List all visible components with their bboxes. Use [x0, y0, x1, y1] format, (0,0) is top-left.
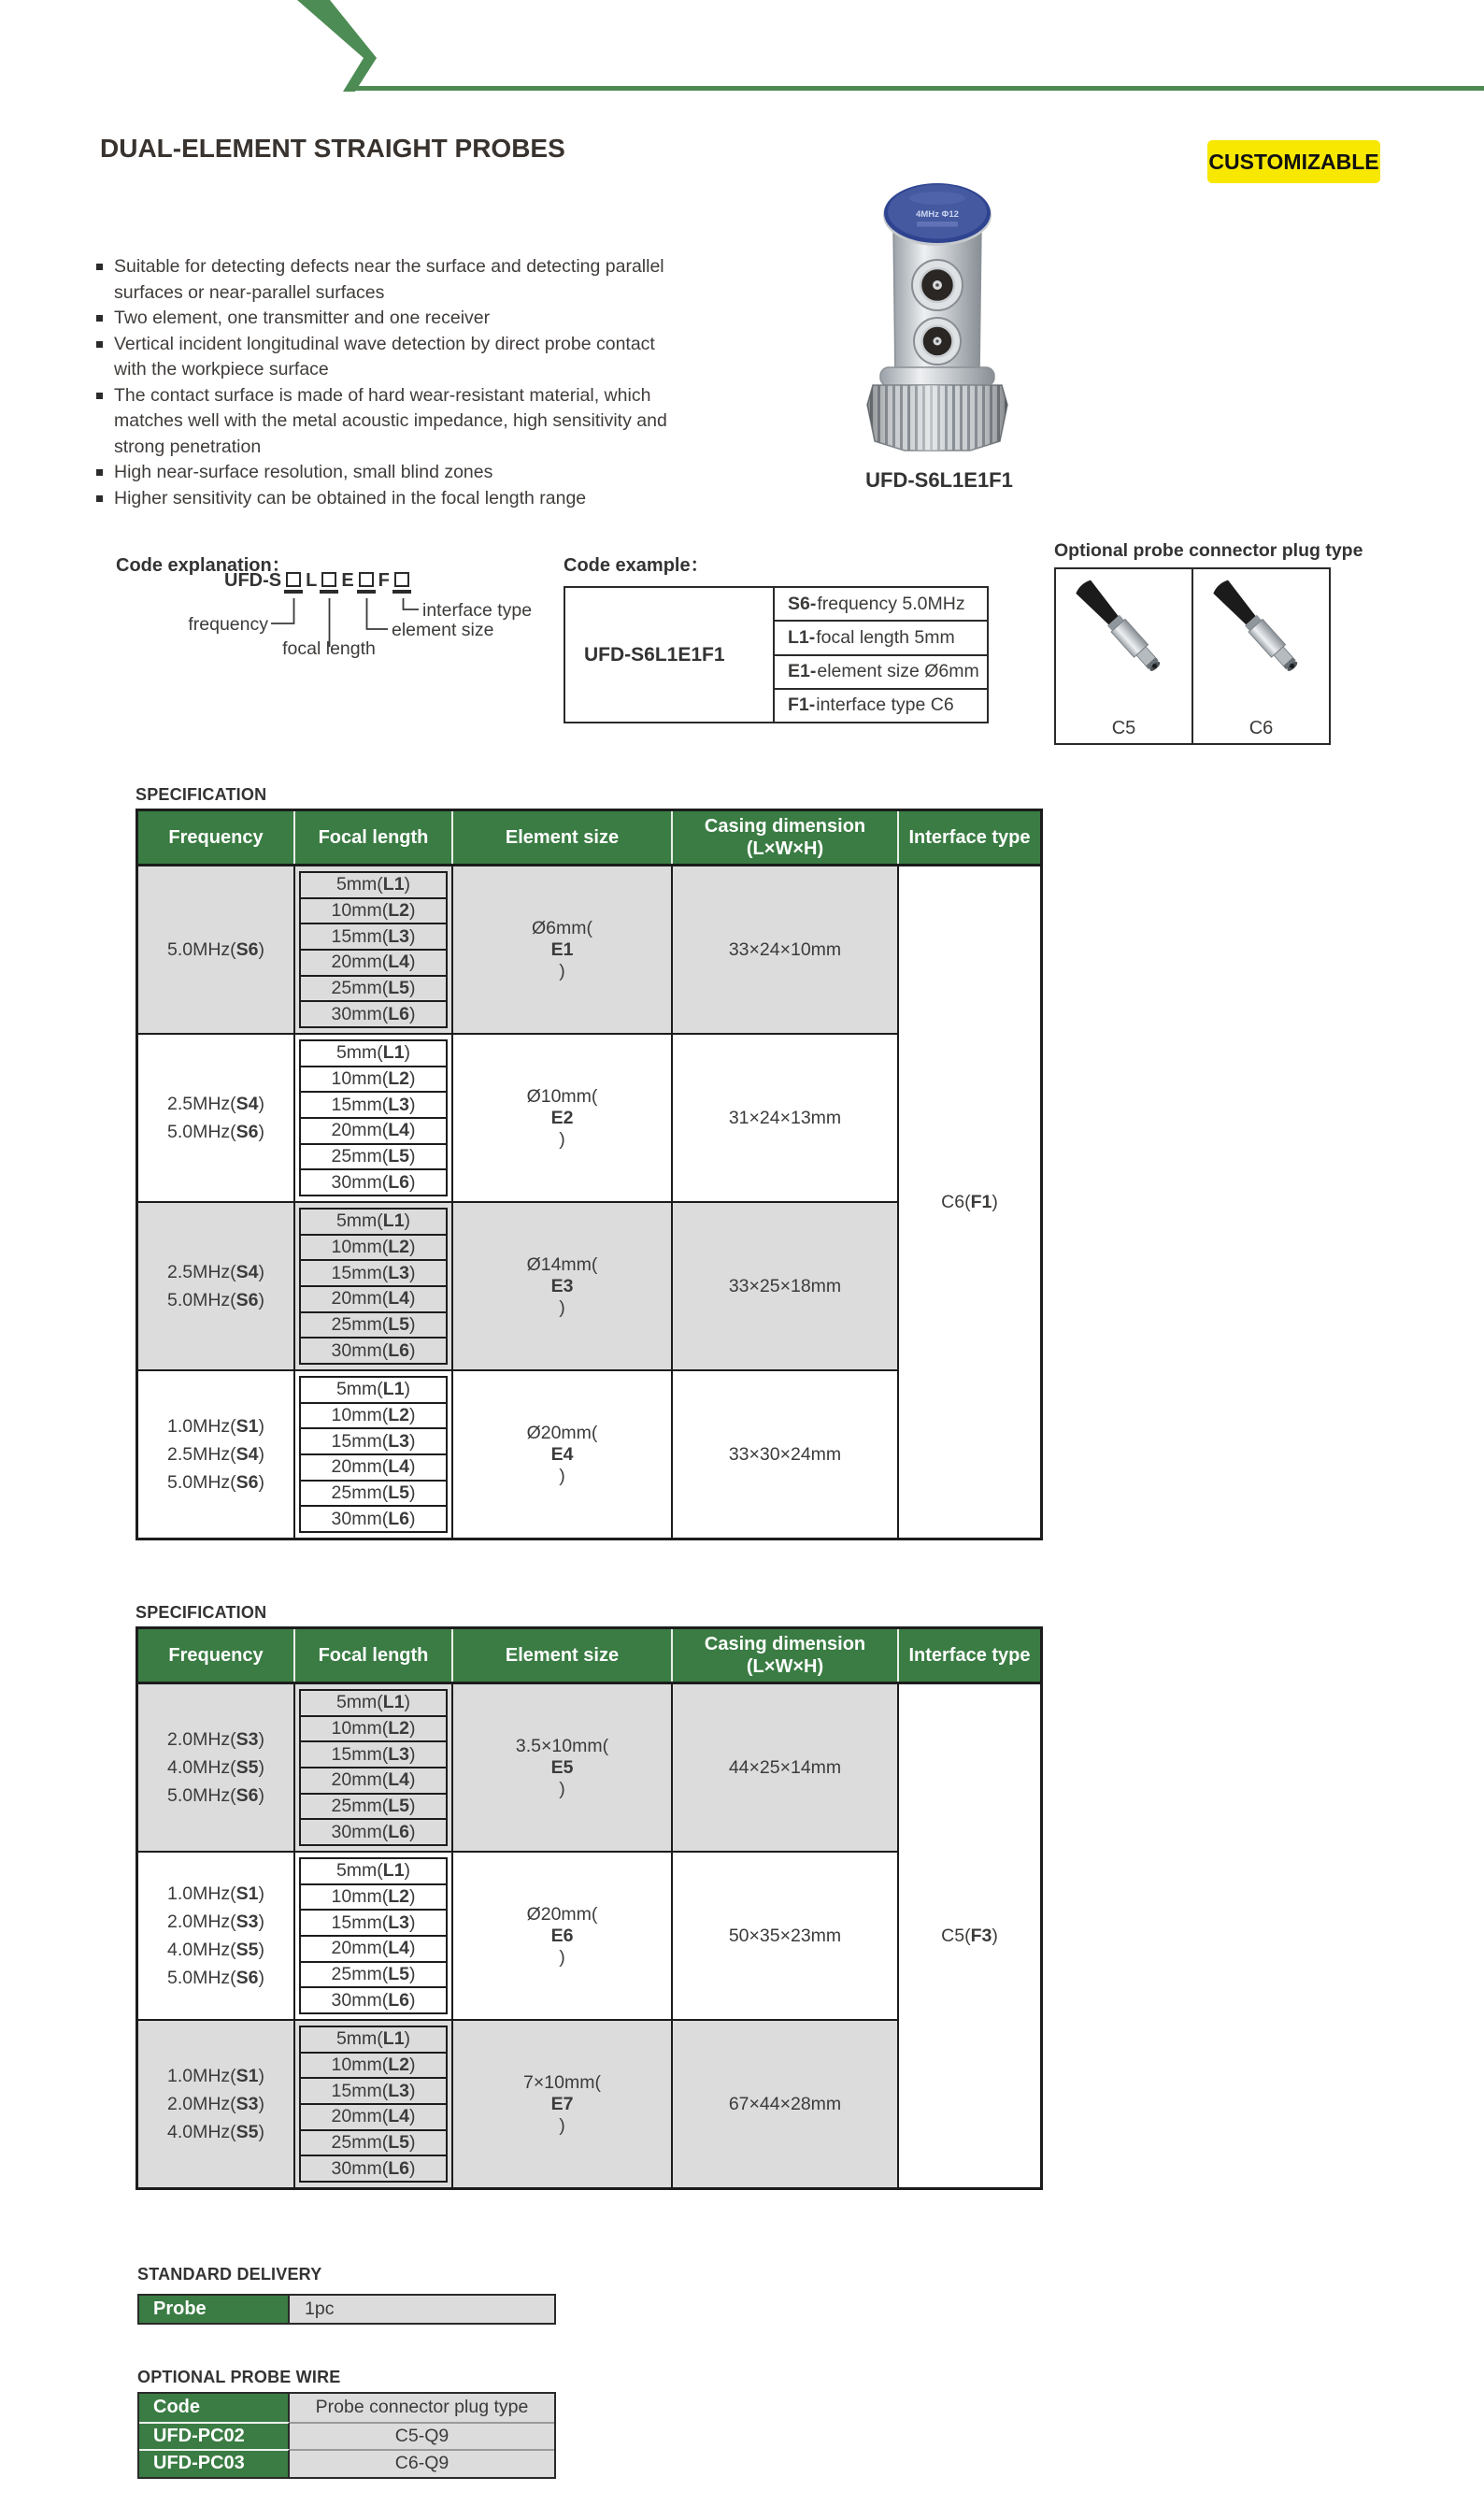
header-line: (L×W×H) — [746, 838, 824, 859]
bold-code: L1 — [382, 1692, 405, 1713]
focal-length-box: 25mm( L5 ) — [299, 975, 448, 1003]
spec-group-row — [138, 1851, 899, 2019]
plug-type-cell: C5-Q9 — [290, 2422, 554, 2450]
feature-text: High near-surface resolution, small blind zones — [114, 462, 493, 482]
spec-group-row — [138, 1369, 899, 1538]
feature-item — [96, 306, 667, 332]
bold-code: S6 — [235, 1968, 259, 1988]
focal-length-box: 5mm( L1 ) — [299, 1689, 448, 1717]
focal-length-box: 25mm( L5 ) — [299, 1143, 448, 1171]
bold-code: S1 — [235, 1416, 259, 1437]
focal-length-cell — [295, 1035, 453, 1201]
bold-code: F1 — [970, 1191, 992, 1212]
bold-code: S6 — [235, 939, 259, 960]
bold-code: L6 — [388, 2157, 409, 2179]
connector-option-label: C5 — [1111, 718, 1136, 738]
focal-length-list — [299, 1208, 448, 1365]
bullet-icon — [96, 393, 103, 399]
focal-length-box: 25mm( L5 ) — [299, 2129, 448, 2157]
focal-length-box: 30mm( L6 ) — [299, 1337, 448, 1365]
optional-probe-wire-label: OPTIONAL PROBE WIRE — [137, 2368, 341, 2386]
focal-length-box: 15mm( L3 ) — [299, 1909, 448, 1937]
frequency-line: 2.5MHz(S4) — [166, 1444, 265, 1465]
code-prefix: F1- — [788, 694, 816, 716]
connector-option-label: C6 — [1249, 718, 1274, 738]
bold-code: L4 — [388, 2106, 409, 2127]
bold-code: L1 — [382, 874, 405, 895]
feature-item — [96, 254, 667, 306]
focal-length-box: 10mm( L2 ) — [299, 1066, 448, 1094]
frequency-line: 2.0MHz(S3) — [166, 1911, 265, 1932]
label-focal-length: focal length — [282, 638, 376, 659]
product-caption: UFD-S6L1E1F1 — [865, 468, 1013, 492]
page-header — [0, 0, 1484, 93]
focal-length-box: 20mm( L4 ) — [299, 2103, 448, 2131]
focal-length-list — [299, 1039, 448, 1196]
focal-length-box: 20mm( L4 ) — [299, 1453, 448, 1482]
brand-logo-text: INSIZE — [69, 22, 209, 67]
frequency-line: 4.0MHz(S5) — [166, 2122, 265, 2142]
bold-code: L5 — [388, 2132, 409, 2154]
code-example-table — [564, 586, 989, 723]
focal-length-box: 5mm( L1 ) — [299, 1857, 448, 1885]
casing-dimension-cell: 67×44×28mm — [673, 2021, 899, 2187]
green-divider-rule — [350, 86, 1484, 91]
spec-group-row — [138, 866, 899, 1033]
code-prefix: S6- — [788, 593, 817, 614]
casing-dimension-cell: 33×25×18mm — [673, 1203, 899, 1369]
code-example-row: E1- element size Ø6mm — [775, 654, 987, 688]
bold-code: L3 — [388, 2080, 409, 2101]
focal-length-list — [299, 2026, 448, 2183]
code-pattern: UFD-S L E F — [224, 570, 414, 594]
connector-plug-art — [1210, 569, 1313, 695]
bold-code: L1 — [382, 1379, 405, 1400]
code-cell: UFD-PC03 — [139, 2449, 290, 2477]
frequency-cell — [138, 866, 295, 1033]
spec-table-header — [138, 811, 1040, 866]
frequency-cell — [138, 1853, 295, 2019]
header-line: Casing dimension — [704, 816, 866, 837]
focal-length-box: 15mm( L3 ) — [299, 1259, 448, 1287]
plug-type-cell: C6-Q9 — [290, 2449, 554, 2477]
bold-code: S6 — [235, 1472, 259, 1493]
spec-section-label: SPECIFICATION — [136, 1603, 267, 1622]
focal-length-cell — [295, 1371, 453, 1538]
frequency-line: 1.0MHz(S1) — [166, 2066, 265, 2086]
focal-length-box: 30mm( L6 ) — [299, 1168, 448, 1196]
page-title: DUAL-ELEMENT STRAIGHT PROBES — [100, 134, 565, 163]
bold-code: L6 — [388, 1003, 409, 1024]
frequency-line: 5.0MHz(S6) — [166, 1290, 265, 1310]
bold-code: S1 — [235, 1883, 259, 1904]
focal-length-box: 10mm( L2 ) — [299, 2052, 448, 2080]
focal-length-box: 20mm( L4 ) — [299, 1935, 448, 1963]
bullet-icon — [96, 315, 103, 322]
focal-length-box: 10mm( L2 ) — [299, 897, 448, 925]
bold-code: S4 — [235, 1094, 259, 1114]
label-element-size: element size — [392, 620, 494, 640]
frequency-cell — [138, 1684, 295, 1851]
focal-length-box: 20mm( L4 ) — [299, 949, 448, 977]
bold-code: L4 — [388, 1120, 409, 1141]
bold-code: E6 — [550, 1925, 574, 1946]
bold-code: S3 — [235, 2094, 259, 2114]
bold-code: E7 — [550, 2093, 574, 2114]
focal-length-box: 10mm( L2 ) — [299, 1234, 448, 1262]
focal-length-box: 25mm( L5 ) — [299, 1311, 448, 1339]
spec-header-cell: Focal length — [295, 1629, 453, 1682]
casing-dimension-cell: 31×24×13mm — [673, 1035, 899, 1201]
focal-length-box: 25mm( L5 ) — [299, 1793, 448, 1821]
focal-length-cell — [295, 1203, 453, 1369]
bold-code: L5 — [388, 978, 409, 999]
focal-length-box: 5mm( L1 ) — [299, 1039, 448, 1067]
spec-section-label: SPECIFICATION — [136, 785, 267, 804]
connector-plug-image — [1210, 569, 1313, 691]
frequency-line: 2.5MHz(S4) — [166, 1094, 265, 1114]
focal-length-box: 30mm( L6 ) — [299, 2155, 448, 2183]
focal-length-box: 5mm( L1 ) — [299, 1376, 448, 1404]
feature-item — [96, 332, 667, 383]
feature-text: Vertical incident longitudinal wave detection by direct probe contact with the workpiece surface — [114, 333, 655, 379]
bullet-icon — [96, 495, 103, 502]
standard-delivery-label: STANDARD DELIVERY — [137, 2265, 322, 2284]
connector-option-cell — [1191, 569, 1329, 743]
bold-code: L6 — [388, 1821, 409, 1842]
focal-length-box: 5mm( L1 ) — [299, 871, 448, 899]
bold-code: L1 — [382, 2028, 405, 2050]
header-line: (L×W×H) — [746, 1656, 824, 1677]
spec-header-cell — [673, 811, 899, 864]
logo-right-arrow-icon: ► — [205, 30, 234, 58]
bold-code: L3 — [388, 1430, 409, 1452]
feature-item — [96, 383, 667, 461]
specification-table — [136, 809, 1043, 1540]
customizable-badge: CUSTOMIZABLE — [1207, 140, 1380, 183]
bold-code: E3 — [550, 1275, 574, 1296]
focal-length-box: 10mm( L2 ) — [299, 1402, 448, 1430]
bullet-icon — [96, 264, 103, 270]
bold-code: S1 — [235, 2066, 259, 2086]
bold-code: L2 — [388, 1718, 409, 1739]
bold-code: S5 — [235, 1757, 259, 1778]
focal-length-box: 30mm( L6 ) — [299, 1986, 448, 2014]
frequency-cell — [138, 1035, 295, 1201]
code-prefix: E1- — [788, 661, 817, 682]
spec-header-cell — [673, 1629, 899, 1682]
frequency-line: 5.0MHz(S6) — [166, 1472, 265, 1493]
feature-text: Higher sensitivity can be obtained in the focal length range — [114, 487, 587, 508]
focal-length-box: 25mm( L5 ) — [299, 1480, 448, 1508]
feature-list — [96, 254, 667, 511]
bold-code: L6 — [388, 1171, 409, 1193]
bold-code: L5 — [388, 1314, 409, 1336]
frequency-line: 5.0MHz(S6) — [166, 1785, 265, 1806]
casing-dimension-cell: 33×30×24mm — [673, 1371, 899, 1538]
table-header-row — [139, 2394, 554, 2422]
spec-group-row — [138, 1201, 899, 1369]
focal-length-cell — [295, 1853, 453, 2019]
focal-length-box: 30mm( L6 ) — [299, 1818, 448, 1846]
bold-code: F3 — [970, 1925, 992, 1946]
frequency-line: 4.0MHz(S5) — [166, 1940, 265, 1960]
focal-length-box: 20mm( L4 ) — [299, 1285, 448, 1313]
focal-length-box: 15mm( L3 ) — [299, 1091, 448, 1119]
bold-code: L2 — [388, 2055, 409, 2075]
focal-length-box: 15mm( L3 ) — [299, 923, 448, 951]
element-size-cell: Ø10mm( E2 ) — [453, 1035, 673, 1201]
interface-type-cell: C5( F3 ) — [899, 1684, 1040, 2187]
feature-text: The contact surface is made of hard wear-resistant material, which matches well with the metal acoustic impedance, high sensitivity and strong penetration — [114, 384, 667, 457]
connector-plug-title: Optional probe connector plug type — [1054, 540, 1363, 561]
spec-header-cell: Element size — [453, 811, 673, 864]
code-example-rows — [775, 588, 987, 722]
plug-type-header-cell: Probe connector plug type — [290, 2394, 554, 2422]
focal-length-box: 30mm( L6 ) — [299, 1000, 448, 1028]
bold-code: L6 — [388, 1339, 409, 1361]
focal-length-box: 20mm( L4 ) — [299, 1117, 448, 1145]
interface-type-cell: C6( F1 ) — [899, 866, 1040, 1538]
bold-code: S4 — [235, 1262, 259, 1282]
casing-dimension-cell: 44×25×14mm — [673, 1684, 899, 1851]
spec-header-cell: Frequency — [138, 1629, 295, 1682]
bold-code: E2 — [550, 1107, 574, 1128]
logo-left-arrow-icon: ◄ — [45, 30, 74, 58]
element-size-cell: 3.5×10mm( E5 ) — [453, 1684, 673, 1851]
focal-length-list — [299, 1376, 448, 1533]
element-size-cell: 7×10mm( E7 ) — [453, 2021, 673, 2187]
spec-table-header — [138, 1629, 1040, 1684]
casing-dimension-cell: 50×35×23mm — [673, 1853, 899, 2019]
spec-table-body — [138, 1684, 1040, 2187]
spec-header-cell: Focal length — [295, 811, 453, 864]
bold-code: L2 — [388, 1405, 409, 1425]
code-example-row: F1- interface type C6 — [775, 688, 987, 722]
code-explanation-label: Code explanation： — [116, 555, 291, 576]
frequency-line: 2.0MHz(S3) — [166, 1729, 265, 1750]
element-size-cell: Ø20mm( E6 ) — [453, 1853, 673, 2019]
connector-option-cell — [1056, 569, 1191, 743]
feature-text: Suitable for detecting defects near the surface and detecting parallel surfaces or near-parallel surfaces — [114, 256, 664, 303]
standard-delivery-table — [137, 2294, 556, 2325]
focal-length-box: 10mm( L2 ) — [299, 1715, 448, 1743]
focal-length-cell — [295, 2021, 453, 2187]
bold-code: E5 — [550, 1756, 574, 1778]
bold-code: L4 — [388, 1938, 409, 1959]
code-cell: UFD-PC02 — [139, 2422, 290, 2450]
bold-code: L1 — [382, 1860, 405, 1882]
bullet-icon — [96, 341, 103, 348]
optional-probe-wire-table — [137, 2392, 556, 2479]
focal-length-box: 15mm( L3 ) — [299, 1427, 448, 1455]
spec-group-row — [138, 2019, 899, 2187]
spec-header-cell: Frequency — [138, 811, 295, 864]
bold-code: L5 — [388, 1482, 409, 1504]
table-row — [139, 2449, 554, 2477]
specification-table — [136, 1626, 1043, 2190]
frequency-cell — [138, 1203, 295, 1369]
spec-groups — [138, 866, 899, 1538]
spec-groups — [138, 1684, 899, 2187]
delivery-qty-cell: 1pc — [290, 2296, 554, 2323]
bold-code: L4 — [388, 1769, 409, 1791]
code-example-row: S6- frequency 5.0MHz — [788, 593, 965, 614]
header-line: Casing dimension — [704, 1634, 866, 1654]
connector-plug-box — [1054, 567, 1331, 745]
bold-code: L5 — [388, 1796, 409, 1817]
spec-table-body — [138, 866, 1040, 1538]
spec-header-cell: Element size — [453, 1629, 673, 1682]
focal-length-box: 5mm( L1 ) — [299, 2026, 448, 2054]
code-example-row: L1- focal length 5mm — [775, 620, 987, 653]
bold-code: L3 — [388, 1262, 409, 1283]
bold-code: L2 — [388, 1237, 409, 1257]
focal-length-box: 20mm( L4 ) — [299, 1767, 448, 1795]
spec-header-cell: Interface type — [899, 811, 1040, 864]
brand-logo — [44, 22, 234, 68]
bold-code: L2 — [388, 1886, 409, 1907]
feature-text: Two element, one transmitter and one receiver — [114, 308, 491, 328]
connector-plug-art — [1073, 569, 1176, 695]
product-image — [858, 178, 1017, 458]
bold-code: L2 — [388, 900, 409, 921]
focal-length-list — [299, 1689, 448, 1846]
frequency-line: 5.0MHz(S6) — [166, 1968, 265, 1988]
feature-item — [96, 486, 667, 512]
label-interface-type: interface type — [422, 600, 533, 621]
bold-code: L3 — [388, 1911, 409, 1933]
code-example-label: Code example： — [564, 555, 709, 576]
bold-code: L1 — [382, 1210, 405, 1232]
bold-code: S6 — [235, 1785, 259, 1806]
focal-length-cell — [295, 866, 453, 1033]
bold-code: S3 — [235, 1729, 259, 1750]
label-frequency: frequency — [188, 614, 268, 635]
bold-code: L3 — [388, 925, 409, 947]
focal-length-box: 30mm( L6 ) — [299, 1505, 448, 1533]
bold-code: S4 — [235, 1444, 259, 1465]
bold-code: L5 — [388, 1964, 409, 1985]
focal-length-cell — [295, 1684, 453, 1851]
bold-code: S6 — [235, 1290, 259, 1310]
bold-code: S5 — [235, 1940, 259, 1960]
code-prefix: L1- — [788, 626, 816, 648]
bold-code: L3 — [388, 1094, 409, 1115]
code-header-cell: Code — [139, 2394, 290, 2422]
bold-code: L4 — [388, 952, 409, 973]
frequency-cell — [138, 1371, 295, 1538]
spec-group-row — [138, 1033, 899, 1201]
bold-code: L3 — [388, 1743, 409, 1765]
casing-dimension-cell: 33×24×10mm — [673, 866, 899, 1033]
frequency-line: 5.0MHz(S6) — [166, 939, 265, 960]
focal-length-box: 10mm( L2 ) — [299, 1883, 448, 1911]
bold-code: L1 — [382, 1042, 405, 1064]
connector-plug-image — [1073, 569, 1176, 691]
bold-code: L4 — [388, 1288, 409, 1310]
element-size-cell: Ø20mm( E4 ) — [453, 1371, 673, 1538]
spec-header-cell: Interface type — [899, 1629, 1040, 1682]
focal-length-list — [299, 1857, 448, 2014]
element-size-cell: Ø6mm( E1 ) — [453, 866, 673, 1033]
frequency-cell — [138, 2021, 295, 2187]
frequency-line: 5.0MHz(S6) — [166, 1122, 265, 1142]
bold-code: L4 — [388, 1456, 409, 1478]
frequency-line: 4.0MHz(S5) — [166, 1757, 265, 1778]
frequency-line: 2.5MHz(S4) — [166, 1262, 265, 1282]
frequency-line: 1.0MHz(S1) — [166, 1883, 265, 1904]
element-size-cell: Ø14mm( E3 ) — [453, 1203, 673, 1369]
bold-code: L6 — [388, 1508, 409, 1529]
focal-length-box: 15mm( L3 ) — [299, 1740, 448, 1768]
bold-code: L6 — [388, 1989, 409, 2011]
delivery-item-cell: Probe — [139, 2296, 290, 2323]
bold-code: S5 — [235, 2122, 259, 2142]
bold-code: L5 — [388, 1146, 409, 1167]
focal-length-box: 5mm( L1 ) — [299, 1208, 448, 1236]
bold-code: E4 — [550, 1443, 574, 1465]
table-row — [139, 2422, 554, 2450]
spec-group-row — [138, 1684, 899, 1851]
probe-cap-label: 4MHz Φ12 — [916, 209, 959, 220]
bold-code: L2 — [388, 1068, 409, 1089]
frequency-line: 2.0MHz(S3) — [166, 2094, 265, 2114]
bold-code: S3 — [235, 1911, 259, 1932]
focal-length-list — [299, 871, 448, 1028]
code-example-code: UFD-S6L1E1F1 — [565, 588, 775, 722]
focal-length-box: 15mm( L3 ) — [299, 2077, 448, 2105]
bold-code: S6 — [235, 1122, 259, 1142]
focal-length-box: 25mm( L5 ) — [299, 1961, 448, 1989]
frequency-line: 1.0MHz(S1) — [166, 1416, 265, 1437]
bullet-icon — [96, 469, 103, 476]
bold-code: E1 — [550, 938, 574, 960]
feature-item — [96, 460, 667, 486]
